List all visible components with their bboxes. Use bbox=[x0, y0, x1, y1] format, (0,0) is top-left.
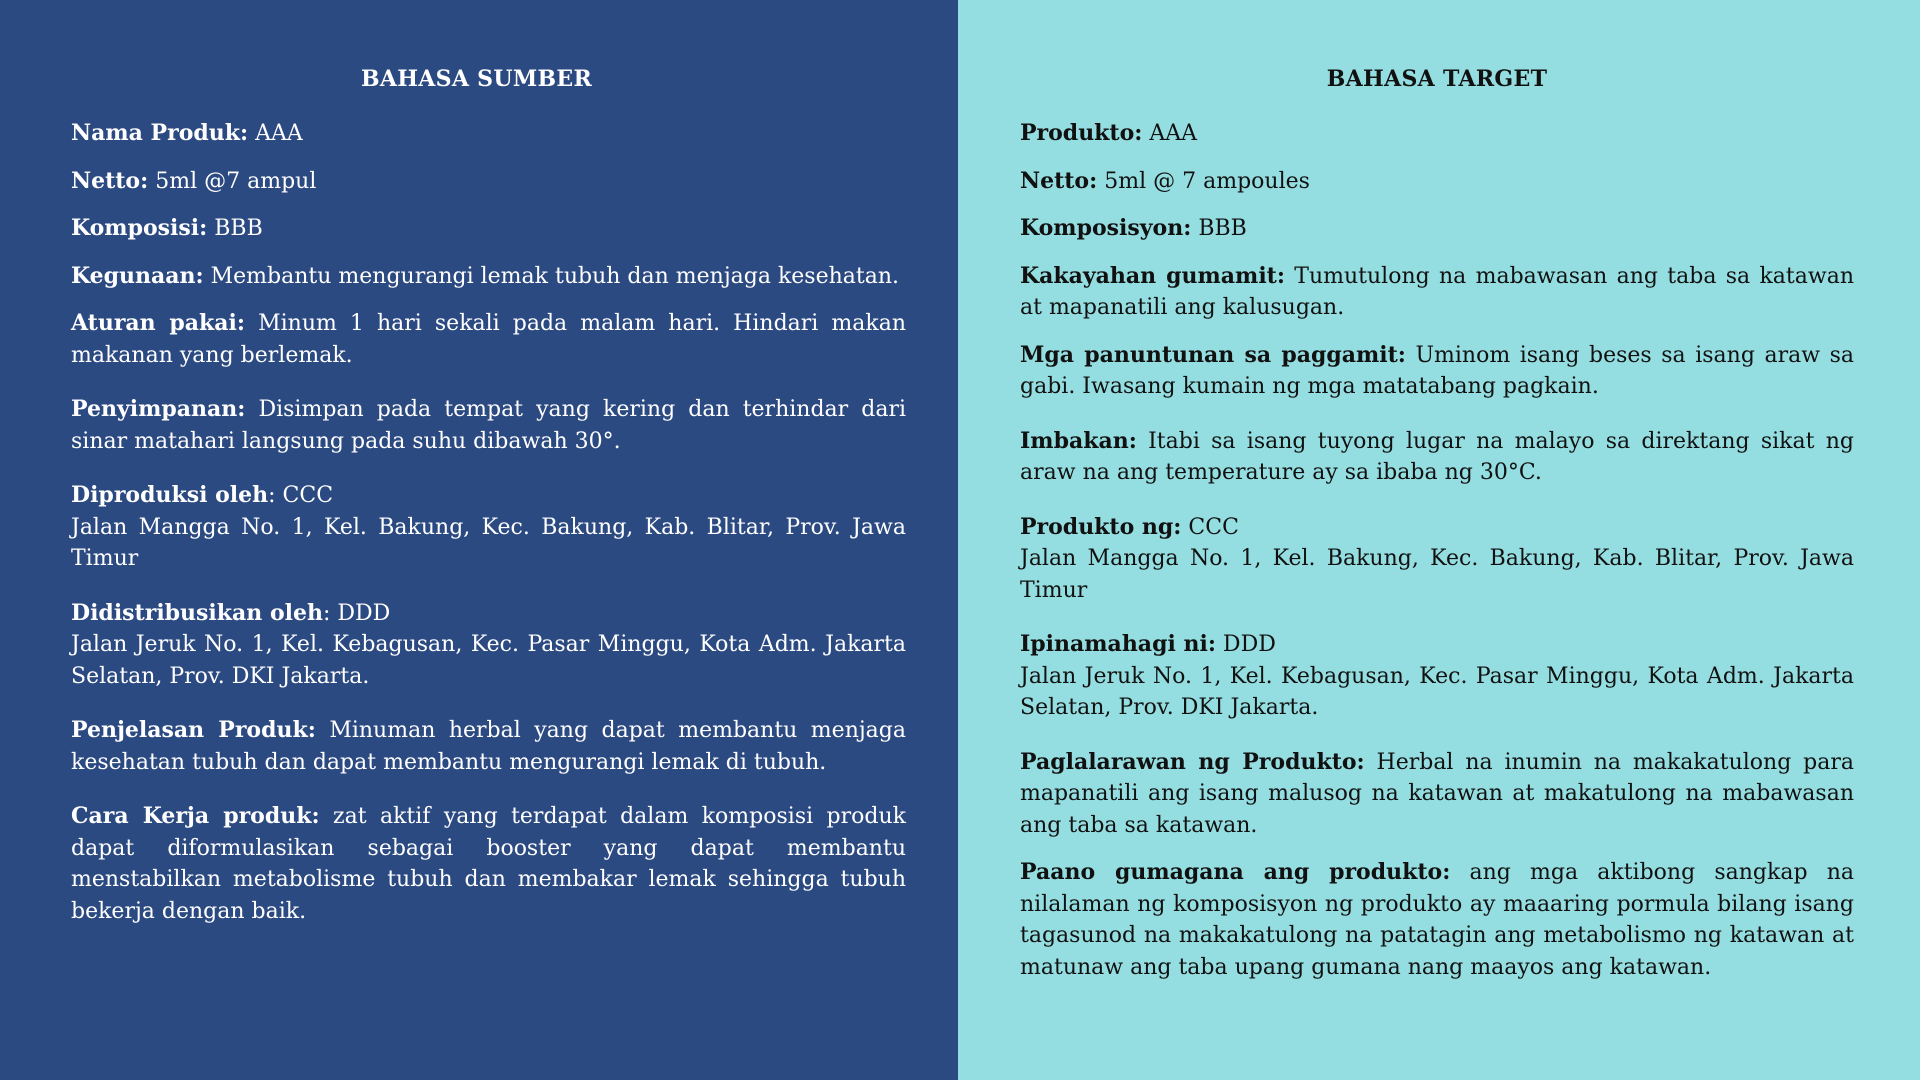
entry-label: Kakayahan gumamit: bbox=[1020, 262, 1285, 289]
entry-value: BBB bbox=[207, 216, 263, 241]
entry-value: ang mga aktibong sangkap na nilalaman ng komposisyon ng produkto ay maaaring pormula bilang isang tagasunod na makakatulong na patatagin ang metabolismo ng katawan at matunaw ang taba upang gumana nang maayos ang katawan. bbox=[1020, 860, 1854, 980]
source-storage bbox=[71, 394, 906, 457]
entry-value: : DDD bbox=[322, 600, 391, 626]
source-distributor bbox=[71, 598, 906, 693]
entry-label: Netto: bbox=[71, 167, 149, 194]
source-product-description bbox=[71, 715, 906, 778]
entry-value: Minuman herbal yang dapat membantu menjaga kesehatan tubuh dan dapat membantu mengurangi lemak di tubuh. bbox=[71, 718, 906, 775]
entry-value: Disimpan pada tempat yang kering dan terhindar dari sinar matahari langsung pada suhu dibawah 30°. bbox=[71, 397, 906, 454]
entry-value: DDD bbox=[1215, 632, 1276, 657]
manufacturer-address: Jalan Mangga No. 1, Kel. Bakung, Kec. Bakung, Kab. Blitar, Prov. Jawa Timur bbox=[1020, 546, 1854, 603]
entry-label: Produkto: bbox=[1020, 120, 1143, 146]
source-netto bbox=[71, 166, 906, 198]
entry-value: AAA bbox=[1142, 121, 1198, 146]
source-directions bbox=[71, 308, 906, 371]
entry-label: Nama Produk: bbox=[71, 120, 249, 146]
source-product-name bbox=[71, 118, 906, 150]
entry-label: Didistribusikan oleh bbox=[71, 599, 323, 626]
entry-label: Aturan pakai: bbox=[71, 310, 246, 336]
source-manufacturer bbox=[71, 480, 906, 575]
entry-label: Ipinamahagi ni: bbox=[1020, 631, 1216, 657]
entry-value: Membantu mengurangi lemak tubuh dan menjaga kesehatan. bbox=[203, 263, 900, 289]
entry-label: Penjelasan Produk: bbox=[71, 717, 316, 743]
entry-label: Cara Kerja produk: bbox=[71, 803, 320, 829]
manufacturer-address: Jalan Mangga No. 1, Kel. Bakung, Kec. Bakung, Kab. Blitar, Prov. Jawa Timur bbox=[71, 514, 906, 571]
target-panel-title: BAHASA TARGET bbox=[1326, 66, 1548, 92]
entry-value: 5ml @7 ampul bbox=[148, 168, 317, 194]
entry-value: BBB bbox=[1191, 216, 1247, 241]
entry-value: : CCC bbox=[268, 483, 334, 508]
entry-label: Imbakan: bbox=[1020, 427, 1137, 454]
entry-value: Itabi sa isang tuyong lugar na malayo sa direktang sikat ng araw na ang temperature ay sa ibaba ng 30°C. bbox=[1020, 428, 1854, 485]
target-netto bbox=[1020, 166, 1854, 198]
distributor-address: Jalan Jeruk No. 1, Kel. Kebagusan, Kec. Pasar Minggu, Kota Adm. Jakarta Selatan, Prov. DKI Jakarta. bbox=[1020, 663, 1854, 720]
target-composition bbox=[1020, 213, 1854, 245]
entry-value: 5ml @ 7 ampoules bbox=[1097, 168, 1310, 194]
entry-label: Mga panuntunan sa paggamit: bbox=[1020, 341, 1406, 368]
entry-value: Tumutulong na mabawasan ang taba sa katawan at mapanatili ang kalusugan. bbox=[1020, 263, 1854, 320]
target-product-description bbox=[1020, 747, 1854, 842]
entry-label: Paglalarawan ng Produkto: bbox=[1020, 748, 1365, 775]
entry-label: Penyimpanan: bbox=[71, 396, 246, 422]
entry-value: CCC bbox=[1181, 514, 1239, 540]
entry-label: Netto: bbox=[1020, 167, 1098, 194]
source-panel-title: BAHASA SUMBER bbox=[360, 66, 593, 92]
distributor-address: Jalan Jeruk No. 1, Kel. Kebagusan, Kec. Pasar Minggu, Kota Adm. Jakarta Selatan, Prov. DKI Jakarta. bbox=[71, 632, 906, 689]
source-composition bbox=[71, 213, 906, 245]
source-how-it-works bbox=[71, 801, 906, 927]
target-language-panel bbox=[958, 0, 1920, 1080]
entry-value: AAA bbox=[248, 121, 303, 146]
source-language-panel bbox=[0, 0, 958, 1080]
entry-value: Minum 1 hari sekali pada malam hari. Hindari makan makanan yang berlemak. bbox=[71, 311, 906, 368]
entry-value: Herbal na inumin na makakatulong para mapanatili ang isang malusog na katawan at makatulong na mabawasan ang taba sa katawan. bbox=[1020, 749, 1854, 838]
target-product-name bbox=[1020, 118, 1854, 150]
target-storage bbox=[1020, 426, 1854, 489]
entry-label: Kegunaan: bbox=[71, 262, 204, 289]
target-usage bbox=[1020, 261, 1854, 324]
source-usage bbox=[71, 261, 906, 293]
target-manufacturer bbox=[1020, 512, 1854, 607]
entry-value: Uminom isang beses sa isang araw sa gabi. Iwasang kumain ng mga matatabang pagkain. bbox=[1020, 342, 1854, 399]
entry-label: Komposisi: bbox=[71, 215, 208, 241]
target-directions bbox=[1020, 340, 1854, 403]
target-how-it-works bbox=[1020, 857, 1854, 983]
entry-label: Diproduksi oleh bbox=[71, 482, 269, 508]
entry-value: zat aktif yang terdapat dalam komposisi produk dapat diformulasikan sebagai booster yang dapat membantu menstabilkan metabolisme tubuh dan membakar lemak sehingga tubuh bekerja dengan baik. bbox=[71, 804, 906, 924]
entry-label: Paano gumagana ang produkto: bbox=[1020, 859, 1451, 885]
target-distributor bbox=[1020, 629, 1854, 724]
entry-label: Produkto ng: bbox=[1020, 513, 1182, 540]
entry-label: Komposisyon: bbox=[1020, 215, 1192, 241]
